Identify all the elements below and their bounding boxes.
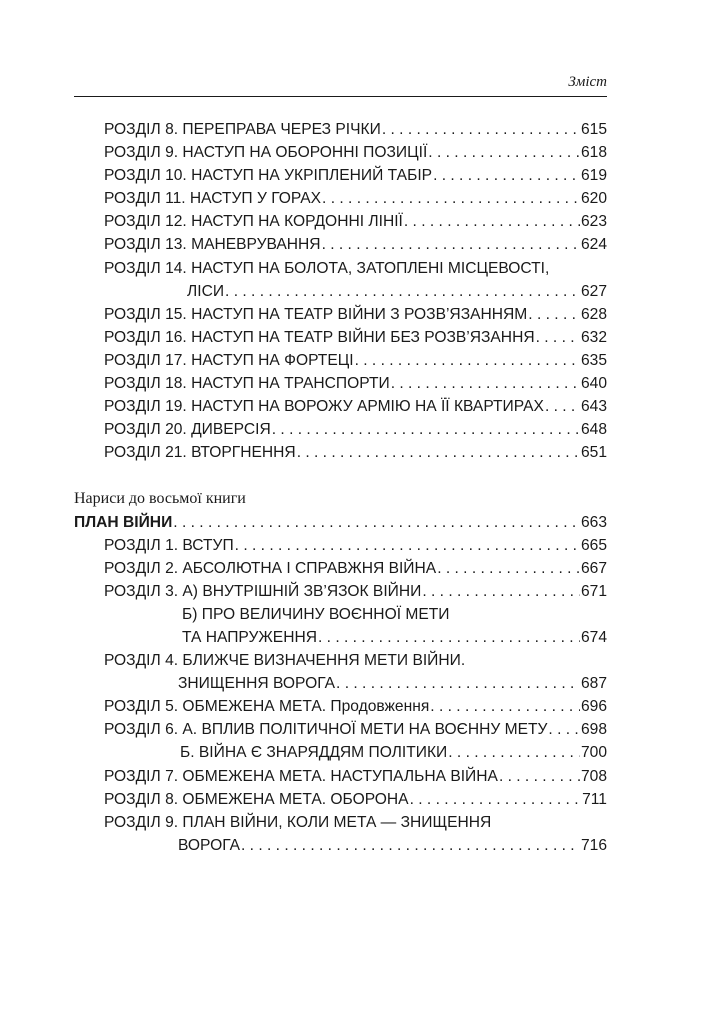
dot-leader bbox=[433, 164, 580, 187]
toc-entry-continuation bbox=[74, 834, 607, 857]
toc-entry-title: РОЗДІЛ 19. НАСТУП НА ВОРОЖУ АРМІЮ НА ЇЇ КВАРТИРАХ bbox=[104, 398, 544, 416]
toc-entry-title: Б) ПРО ВЕЛИЧИНУ ВОЄННОЇ МЕТИ bbox=[182, 605, 450, 623]
dot-leader bbox=[422, 580, 580, 603]
dot-leader bbox=[428, 141, 580, 164]
toc-entry bbox=[74, 349, 607, 372]
toc-entry-page: 711 bbox=[582, 790, 607, 808]
toc-entry bbox=[74, 788, 607, 811]
toc-entry-first-line bbox=[74, 257, 607, 280]
toc-entry-title: РОЗДІЛ 7. ОБМЕЖЕНА МЕТА. НАСТУПАЛЬНА ВІЙНА bbox=[104, 767, 498, 785]
book-title-entry bbox=[74, 511, 607, 534]
toc-entry bbox=[74, 233, 607, 256]
toc-entry-page: 667 bbox=[580, 559, 607, 577]
toc-entry-page: 708 bbox=[580, 767, 607, 785]
toc-entry-title: РОЗДІЛ 12. НАСТУП НА КОРДОННІ ЛІНІЇ bbox=[104, 213, 403, 231]
dot-leader bbox=[173, 511, 580, 534]
toc-entry bbox=[74, 326, 607, 349]
toc-entry-title: ЛІСИ bbox=[187, 282, 225, 300]
dot-leader bbox=[297, 441, 580, 464]
dot-leader bbox=[355, 349, 580, 372]
toc-entry-page: 624 bbox=[580, 236, 607, 254]
toc-entry-page: 698 bbox=[580, 721, 607, 739]
book-title: ПЛАН ВІЙНИ bbox=[74, 513, 173, 531]
toc-entry-title: РОЗДІЛ 16. НАСТУП НА ТЕАТР ВІЙНИ БЕЗ РОЗВ’ЯЗАННЯ bbox=[104, 328, 535, 346]
dot-leader bbox=[318, 626, 580, 649]
dot-leader bbox=[272, 418, 580, 441]
dot-leader bbox=[536, 326, 580, 349]
toc-entry bbox=[74, 141, 607, 164]
section-caption: Нариси до восьмої книги bbox=[74, 490, 246, 508]
toc-entry-title: РОЗДІЛ 2. АБСОЛЮТНА І СПРАВЖНЯ ВІЙНА bbox=[104, 559, 437, 577]
toc-entry-title: РОЗДІЛ 9. НАСТУП НА ОБОРОННІ ПОЗИЦІЇ bbox=[104, 144, 428, 162]
toc-entry-first-line bbox=[74, 649, 607, 672]
toc-entry-page: 619 bbox=[580, 167, 607, 185]
toc-entry-page: 648 bbox=[580, 421, 607, 439]
toc-entry-continuation bbox=[74, 280, 607, 303]
dot-leader bbox=[548, 718, 580, 741]
toc-entry-title: РОЗДІЛ 13. МАНЕВРУВАННЯ bbox=[104, 236, 321, 254]
toc-entry-page: 627 bbox=[580, 282, 607, 300]
toc-entry-title: Б. ВІЙНА Є ЗНАРЯДДЯМ ПОЛІТИКИ bbox=[180, 744, 448, 762]
toc-entry-title: РОЗДІЛ 4. БЛИЖЧЕ ВИЗНАЧЕННЯ МЕТИ ВІЙНИ. bbox=[104, 652, 466, 670]
toc-entry-title: РОЗДІЛ 3. А) ВНУТРІШНІЙ ЗВ’ЯЗОК ВІЙНИ bbox=[104, 582, 422, 600]
toc-entry-title: ТА НАПРУЖЕННЯ bbox=[182, 628, 317, 646]
toc-entry bbox=[74, 580, 607, 603]
toc-entry-page: 643 bbox=[580, 398, 607, 416]
toc-entry-page: 700 bbox=[580, 744, 607, 762]
toc-entry-page: 620 bbox=[580, 190, 607, 208]
dot-leader bbox=[545, 395, 580, 418]
toc-entry-title: РОЗДІЛ 6. А. ВПЛИВ ПОЛІТИЧНОЇ МЕТИ НА ВОЄННУ МЕТУ bbox=[104, 721, 548, 739]
toc-entry bbox=[74, 718, 607, 741]
toc-entry-title: РОЗДІЛ 20. ДИВЕРСІЯ bbox=[104, 421, 271, 439]
dot-leader bbox=[528, 303, 580, 326]
toc-entry bbox=[74, 765, 607, 788]
toc-subentry-first-line bbox=[74, 603, 607, 626]
toc-entry bbox=[74, 695, 607, 718]
toc-entry-title: РОЗДІЛ 18. НАСТУП НА ТРАНСПОРТИ bbox=[104, 375, 390, 393]
toc-entry-page: 618 bbox=[580, 144, 607, 162]
dot-leader bbox=[382, 118, 580, 141]
book-title-page: 663 bbox=[580, 513, 607, 531]
dot-leader bbox=[322, 233, 580, 256]
toc-entry-title: РОЗДІЛ 11. НАСТУП У ГОРАХ bbox=[104, 190, 322, 208]
toc-entry-page: 665 bbox=[580, 536, 607, 554]
toc-entry bbox=[74, 557, 607, 580]
dot-leader bbox=[437, 557, 580, 580]
running-header: Зміст bbox=[568, 74, 607, 90]
toc-entry-page: 674 bbox=[580, 628, 607, 646]
dot-leader bbox=[391, 372, 580, 395]
dot-leader bbox=[336, 672, 580, 695]
toc-entry bbox=[74, 210, 607, 233]
toc-entry-page: 640 bbox=[580, 375, 607, 393]
dot-leader bbox=[235, 534, 580, 557]
toc-entry-page: 632 bbox=[580, 328, 607, 346]
toc-entry-page: 623 bbox=[580, 213, 607, 231]
toc-entry-page: 651 bbox=[580, 444, 607, 462]
toc-entry-title: ЗНИЩЕННЯ ВОРОГА bbox=[178, 675, 336, 693]
toc-entry-page: 687 bbox=[580, 675, 607, 693]
toc-entry-title: РОЗДІЛ 14. НАСТУП НА БОЛОТА, ЗАТОПЛЕНІ МІСЦЕВОСТІ, bbox=[104, 259, 550, 277]
dot-leader bbox=[410, 788, 582, 811]
toc-entry-first-line bbox=[74, 811, 607, 834]
toc-entry-title: РОЗДІЛ 8. ОБМЕЖЕНА МЕТА. ОБОРОНА bbox=[104, 790, 409, 808]
toc-entry-title: ВОРОГА bbox=[178, 836, 241, 854]
toc-entry-continuation bbox=[74, 626, 607, 649]
toc-entry-title: РОЗДІЛ 5. ОБМЕЖЕНА МЕТА. Продовження bbox=[104, 698, 430, 716]
dot-leader bbox=[225, 280, 580, 303]
toc-entry-title: РОЗДІЛ 15. НАСТУП НА ТЕАТР ВІЙНИ З РОЗВ’ЯЗАННЯМ bbox=[104, 305, 528, 323]
toc-entry bbox=[74, 534, 607, 557]
header-rule bbox=[74, 96, 607, 97]
toc-entry-title: РОЗДІЛ 17. НАСТУП НА ФОРТЕЦІ bbox=[104, 351, 354, 369]
toc-entry-page: 615 bbox=[580, 121, 607, 138]
table-of-contents bbox=[74, 118, 607, 857]
toc-entry-page: 716 bbox=[580, 836, 607, 854]
toc-entry bbox=[74, 303, 607, 326]
dot-leader bbox=[404, 210, 580, 233]
toc-entry-title: РОЗДІЛ 8. ПЕРЕПРАВА ЧЕРЕЗ РІЧКИ bbox=[104, 121, 381, 138]
toc-entry-title: РОЗДІЛ 9. ПЛАН ВІЙНИ, КОЛИ МЕТА — ЗНИЩЕННЯ bbox=[104, 813, 492, 831]
toc-entry bbox=[74, 418, 607, 441]
toc-subentry bbox=[74, 741, 607, 764]
toc-entry-title: РОЗДІЛ 10. НАСТУП НА УКРІПЛЕНИЙ ТАБІР bbox=[104, 167, 433, 185]
toc-entry-continuation bbox=[74, 672, 607, 695]
toc-entry-page: 671 bbox=[580, 582, 607, 600]
toc-entry-page: 696 bbox=[580, 698, 607, 716]
toc-entry-page: 635 bbox=[580, 351, 607, 369]
toc-entry bbox=[74, 395, 607, 418]
dot-leader bbox=[430, 695, 580, 718]
dot-leader bbox=[322, 187, 580, 210]
toc-entry-page: 628 bbox=[580, 305, 607, 323]
toc-entry-title: РОЗДІЛ 1. ВСТУП bbox=[104, 536, 234, 554]
dot-leader bbox=[499, 765, 580, 788]
toc-entry-title: РОЗДІЛ 21. ВТОРГНЕННЯ bbox=[104, 444, 296, 462]
toc-entry bbox=[74, 118, 607, 141]
toc-entry bbox=[74, 164, 607, 187]
toc-entry bbox=[74, 441, 607, 464]
toc-entry bbox=[74, 372, 607, 395]
dot-leader bbox=[241, 834, 580, 857]
dot-leader bbox=[448, 741, 580, 764]
toc-entry bbox=[74, 187, 607, 210]
